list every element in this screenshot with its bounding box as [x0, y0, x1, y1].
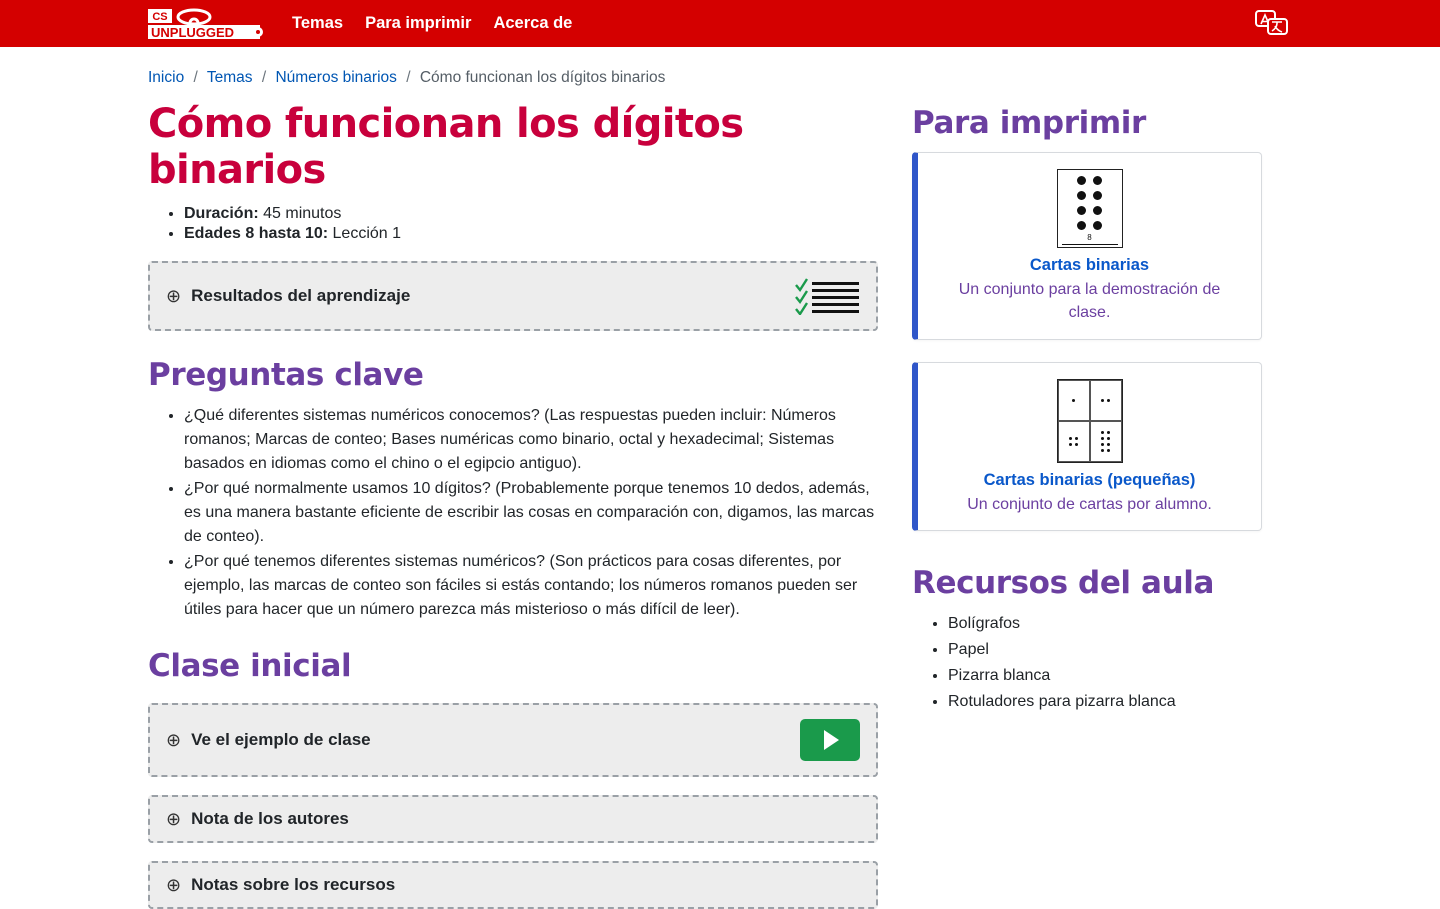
key-questions-list [148, 404, 878, 622]
plus-circle-icon: ⊕ [166, 875, 182, 896]
section-title-preguntas-clave: Preguntas clave [148, 357, 424, 393]
checklist-icon [794, 277, 860, 315]
svg-text:CS: CS [152, 10, 168, 23]
lesson-meta-list [148, 205, 878, 243]
classroom-resource-item: • Bolígrafos [948, 612, 1262, 636]
printable-card-cartas-binarias[interactable] [912, 152, 1262, 339]
key-question-item: • ¿Por qué tenemos diferentes sistemas numéricos? (Son prácticos para cosas diferentes, por ejemplo, las marcas de conteo son fáciles si estás contando; los números romanos pueden ser útiles para hacer que un número parezca más misterioso o más difícil de leer). [184, 550, 878, 622]
printable-card-cartas-binarias-pequenas[interactable] [912, 362, 1262, 531]
printable-title-link[interactable]: Cartas binarias (pequeñas) [983, 470, 1196, 489]
cs-unplugged-logo-icon [148, 8, 266, 40]
accordion-label: Notas sobre los recursos [191, 875, 396, 895]
printable-description: Un conjunto para la demostración de clase. [958, 281, 1221, 322]
meta-label-duration: Duración: [184, 205, 259, 222]
nav-links [292, 15, 572, 32]
top-navbar [0, 0, 1440, 47]
meta-value-ages: Lección 1 [328, 225, 402, 242]
meta-item-duration [184, 205, 878, 223]
page-content [0, 47, 1440, 909]
accordion-learning-outcomes[interactable] [148, 261, 878, 331]
plus-circle-icon: ⊕ [166, 286, 182, 306]
printable-title-link[interactable]: Cartas binarias [1029, 256, 1150, 275]
accordion-label: Resultados del aprendizaje [191, 286, 411, 305]
play-button-icon[interactable] [800, 719, 860, 761]
page-title: Cómo funcionan los dígitos binarios [148, 101, 744, 193]
meta-value-duration: 45 minutos [258, 205, 342, 222]
meta-item-ages [184, 225, 878, 243]
accordion-label: Nota de los autores [191, 809, 349, 829]
section-title-clase-inicial: Clase inicial [148, 648, 352, 685]
sidebar-column [912, 101, 1262, 716]
language-translate-icon [1255, 10, 1289, 36]
nav-link-temas[interactable]: Temas [292, 14, 344, 33]
printable-description: Un conjunto de cartas por alumno. [967, 495, 1212, 513]
main-column [148, 101, 878, 909]
breadcrumb-item-numeros-binarios[interactable]: Números binarios [275, 69, 397, 86]
breadcrumb-item-current: Cómo funcionan los dígitos binarios [419, 69, 666, 86]
section-title-recursos-del-aula: Recursos del aula [912, 564, 1214, 601]
key-question-item: • ¿Por qué normalmente usamos 10 dígitos? (Probablemente porque tenemos 10 dedos, además, es una manera bastante eficiente de escribir las cosas en comparación con, digamos, las marcas de conteo). [184, 477, 878, 549]
accordion-nota-de-los-autores[interactable] [148, 795, 878, 843]
accordion-notas-sobre-los-recursos[interactable] [148, 861, 878, 909]
breadcrumb-separator: / [261, 69, 267, 86]
section-title-para-imprimir: Para imprimir [912, 105, 1146, 141]
svg-text:UNPLUGGED: UNPLUGGED [151, 24, 235, 40]
breadcrumb-item-inicio[interactable]: Inicio [148, 69, 185, 86]
accordion-label: Ve el ejemplo de clase [191, 730, 371, 750]
nav-link-para-imprimir[interactable]: Para imprimir [365, 14, 472, 33]
binary-cards-small-grid-thumbnail [1057, 379, 1123, 463]
breadcrumb-separator: / [193, 69, 198, 86]
classroom-resource-item: • Papel [948, 638, 1262, 662]
content-columns [148, 101, 1292, 909]
key-question-item: • ¿Qué diferentes sistemas numéricos conocemos? (Las respuestas pueden incluir: Números romanos; Marcas de conteo; Bases numéricas como binario, octal y hexadecimal; Sistemas basados en idiomas como el chino o el egipcio antiguo). [184, 404, 878, 476]
breadcrumb-item-temas[interactable]: Temas [206, 69, 253, 86]
classroom-resources-list [912, 612, 1262, 714]
binary-cards-dots-thumbnail [1057, 169, 1123, 248]
classroom-resource-item: • Rotuladores para pizarra blanca [948, 690, 1262, 714]
meta-label-ages: Edades 8 hasta 10: [184, 225, 329, 242]
plus-circle-icon: ⊕ [166, 730, 182, 751]
thumbnail-number: 8 [1087, 233, 1092, 243]
language-selector-button[interactable] [1252, 7, 1292, 39]
breadcrumb [148, 69, 1292, 87]
breadcrumb-separator: / [406, 69, 411, 86]
classroom-resource-item: • Pizarra blanca [948, 664, 1262, 688]
nav-link-acerca-de[interactable]: Acerca de [493, 14, 573, 33]
plus-circle-icon: ⊕ [166, 809, 182, 830]
site-logo[interactable] [148, 8, 266, 40]
accordion-ve-el-ejemplo-de-clase[interactable] [148, 703, 878, 777]
